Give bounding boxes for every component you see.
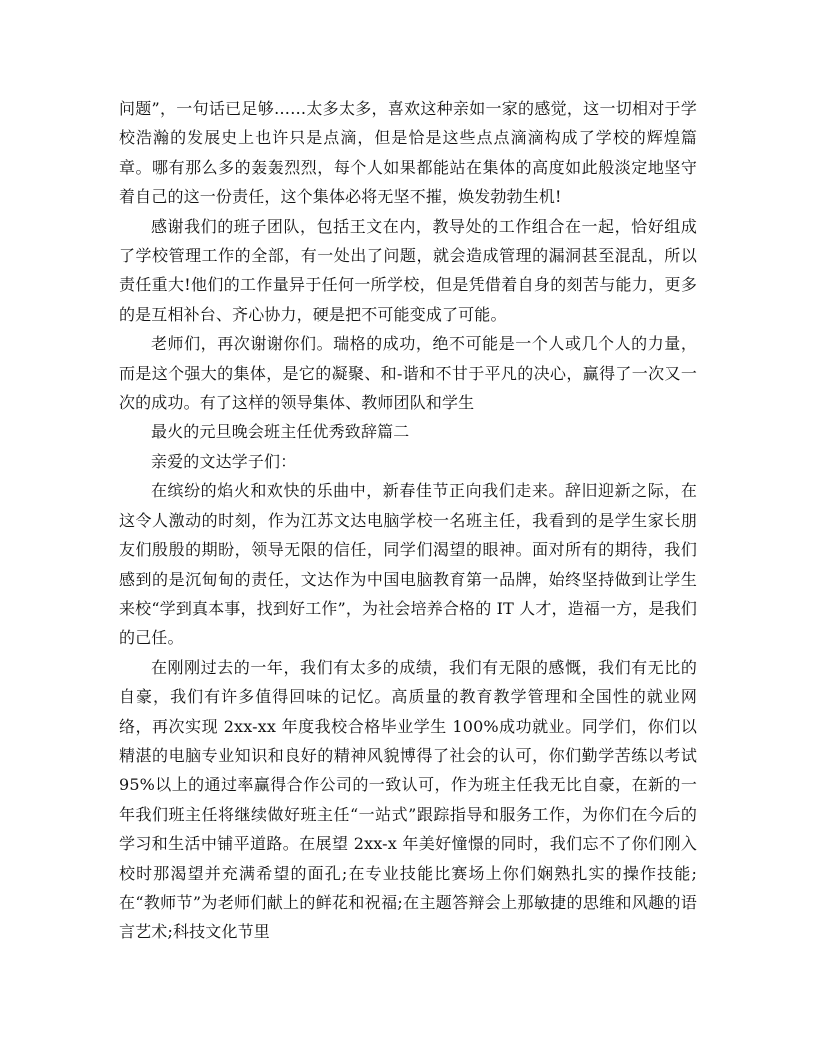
paragraph-thanks-team: 感谢我们的班子团队，包括王文在内，教导处的工作组合在一起，恰好组成了学校管理工作的全部，有一处出了问题，就会造成管理的漏洞甚至混乱，所以责任重大!他们的工作量异于任何一所学校，但是凭借着自身的刻苦与能力，更多的是互相补台、齐心协力，硬是把不可能变成了可能。 [119,216,697,324]
document-page [119,94,697,947]
salutation: 亲爱的文达学子们： [151,451,297,471]
paragraph-thanks-teachers: 老师们，再次谢谢你们。瑞格的成功，绝不可能是一个人或几个人的力量，而是这个强大的集体，是它的凝聚、和-谐和不甘于平凡的决心，赢得了一次又一次的成功。有了这样的领导集体、教师团队和学生 [119,334,697,413]
paragraph-new-year: 在缤纷的焰火和欢快的乐曲中，新春佳节正向我们走来。辞旧迎新之际，在这令人激动的时刻，作为江苏文达电脑学校一名班主任，我看到的是学生家长朋友们殷殷的期盼，领导无限的信任，同学们渴望的眼神。面对所有的期待，我们感到的是沉甸甸的责任，文达作为中国电脑教育第一品牌，始终坚持做到让学生来校“学到真本事，找到好工作”，为社会培养合格的 IT 人才，造福一方，是我们的己任。 [119,481,697,648]
paragraph-achievements: 在刚刚过去的一年，我们有太多的成绩，我们有无限的感慨，我们有无比的自豪，我们有许多值得回味的记忆。高质量的教育教学管理和全国性的就业网络，再次实现 2xx-xx 年度我校合格毕业学生 100%成功就业。同学们，你们以精湛的电脑专业知识和良好的精神风貌博得了社会的认可，你们勤学苦练以考试 95%以上的通过率赢得合作公司的一致认可，作为班主任我无比自豪，在新的一年我们班主任将继续做好班主任“一站式”跟踪指导和服务工作，为你们在今后的学习和生活中铺平道路。在展望 2xx-x 年美好憧憬的同时，我们忘不了你们刚入校时那渴望并充满希望的面孔;在专业技能比赛场上你们娴熟扎实的操作技能;在“教师节”为老师们献上的鲜花和祝福;在主题答辩会上那敏捷的思维和风趣的语言艺术;科技文化节里 [119,657,697,942]
paragraph-continuation: 问题”，一句话已足够……太多太多，喜欢这种亲如一家的感觉，这一切相对于学校浩瀚的发展史上也许只是点滴，但是恰是这些点点滴滴构成了学校的辉煌篇章。哪有那么多的轰轰烈烈，每个人如果都能站在集体的高度如此般淡定地坚守着自己的这一份责任，这个集体必将无坚不摧，焕发勃勃生机! [119,99,697,207]
section-title: 最火的元旦晚会班主任优秀致辞篇二 [151,422,410,442]
